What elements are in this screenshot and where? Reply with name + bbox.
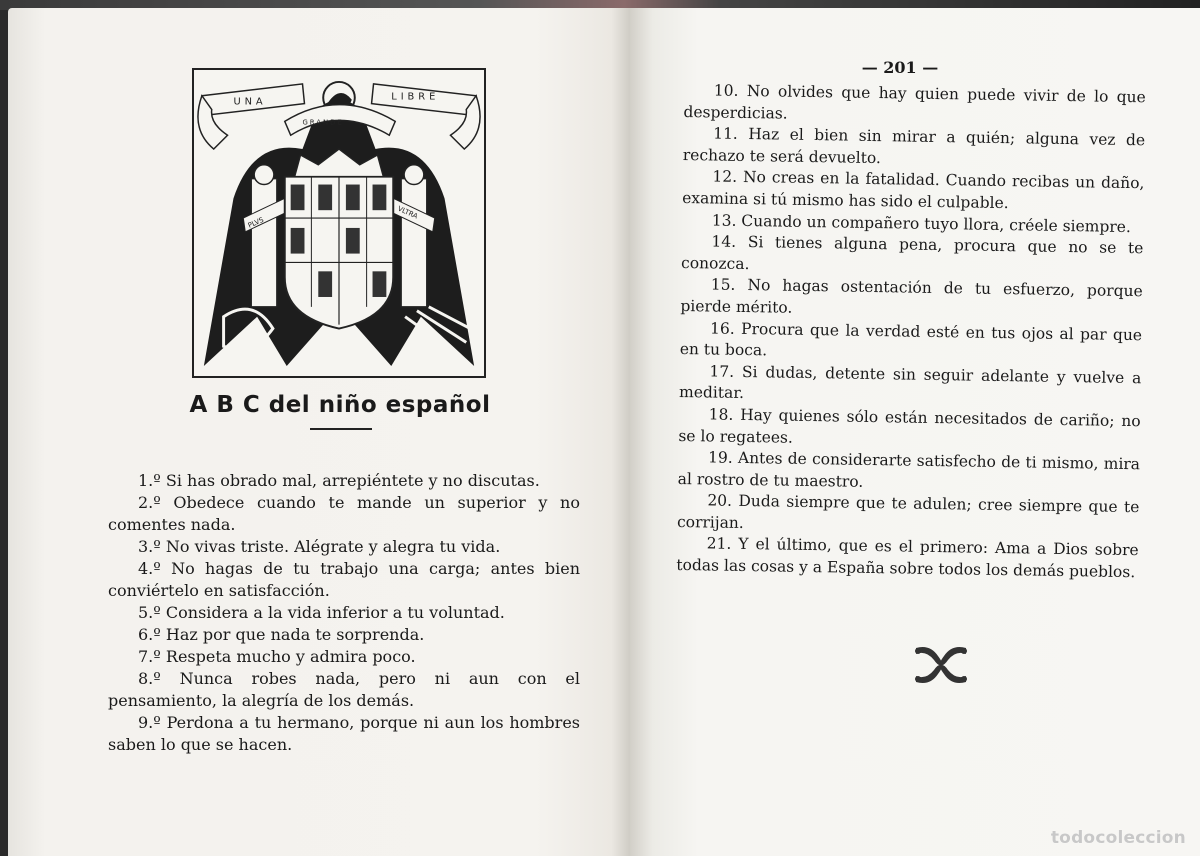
maxim-number: 4.º <box>138 559 161 578</box>
maxim-number: 6.º <box>138 625 161 644</box>
maxim-item <box>108 668 580 712</box>
column-right-text: VLTRA <box>396 204 419 221</box>
maxim-text: No olvides que hay quien puede vivir de lo que desperdicias. <box>683 81 1146 123</box>
maxim-item <box>683 80 1146 130</box>
maxim-item <box>108 536 580 558</box>
maxim-number: 8.º <box>138 669 161 688</box>
title-underline <box>310 428 372 430</box>
maxim-item <box>683 123 1146 173</box>
maxim-item <box>108 712 580 756</box>
maxim-item <box>108 646 580 668</box>
maxim-number: 20. <box>707 491 733 511</box>
maxim-number: 18. <box>708 405 734 424</box>
maxim-number: 13. <box>711 211 737 230</box>
page-number: — 201 — <box>861 58 939 77</box>
maxim-text: Y el último, que es el primero: Ama a Dios sobre todas las cosas y a España sobre todos los demás pueblos. <box>676 535 1139 582</box>
page-title: A B C del niño español <box>189 392 491 418</box>
maxim-number: 2.º <box>138 493 161 512</box>
maxim-number: 14. <box>711 232 737 251</box>
maxim-number: 11. <box>713 124 738 144</box>
eagle-emblem-icon <box>194 70 484 376</box>
maxim-text: Cuando un compañero tuyo llora, créele siempre. <box>741 211 1132 236</box>
maxim-text: Antes de considerarte satisfecho de ti mismo, mira al rostro de tu maestro. <box>677 448 1141 491</box>
maxim-text: Hay quienes sólo están necesitados de cariño; no se lo regatees. <box>678 405 1141 447</box>
maxim-text: Si dudas, detente sin seguir adelante y vuelve a meditar. <box>678 362 1142 403</box>
banner-right-text: LIBRE <box>391 91 440 103</box>
maxim-text: Considera a la vida inferior a tu voluntad. <box>165 603 505 622</box>
column-left-text: PLVS <box>246 215 265 230</box>
maxim-number: 5.º <box>138 603 161 622</box>
maxim-number: 15. <box>710 275 736 295</box>
maxim-item <box>108 624 580 646</box>
maxim-text: Procura que la verdad esté en tus ojos al par que en tu boca. <box>679 319 1143 360</box>
banner-left-text: UNA <box>233 96 267 108</box>
maxim-item <box>108 602 580 624</box>
maxim-number: 10. <box>713 81 739 100</box>
maxim-item <box>677 490 1140 540</box>
maxim-text: No creas en la fatalidad. Cuando recibas un daño, examina si tú mismo has sido el culpable. <box>682 168 1145 213</box>
maxim-text: Haz el bien sin mirar a quién; alguna vez de rechazo te será devuelto. <box>682 125 1146 167</box>
maxim-item <box>678 404 1141 454</box>
maxim-item <box>679 361 1142 411</box>
maxim-item <box>680 274 1143 324</box>
maxim-text: Si has obrado mal, arrepiéntete y no discutas. <box>165 471 540 490</box>
coat-of-arms-emblem <box>192 68 486 378</box>
maxim-item <box>678 447 1141 497</box>
maxim-item <box>108 558 580 602</box>
maxim-number: 19. <box>707 448 733 467</box>
maxim-number: 21. <box>706 534 732 554</box>
maxim-item <box>676 533 1139 583</box>
maxim-item <box>108 470 580 492</box>
watermark-text: todocoleccion <box>1050 828 1186 848</box>
maxims-list-right <box>676 80 1146 584</box>
maxim-text: No hagas de tu trabajo una carga; antes bien conviértelo en satisfacción. <box>108 559 580 600</box>
maxim-number: 3.º <box>138 537 161 556</box>
maxim-text: Perdona a tu hermano, porque ni aun los hombres saben lo que se hacen. <box>108 713 580 754</box>
maxim-number: 12. <box>712 167 738 187</box>
maxim-text: Obedece cuando te mande un superior y no comentes nada. <box>108 493 580 534</box>
maxim-text: No hagas ostentación de tu esfuerzo, porque pierde mérito. <box>680 276 1143 317</box>
maxim-item <box>680 318 1143 368</box>
maxim-text: Respeta mucho y admira poco. <box>165 647 416 666</box>
maxim-item <box>682 166 1145 216</box>
maxim-text: No vivas triste. Alégrate y alegra tu vida. <box>165 537 501 556</box>
maxim-text: Nunca robes nada, pero ni aun con el pensamiento, la alegría de los demás. <box>108 669 580 710</box>
maxim-number: 1.º <box>138 471 161 490</box>
maxim-number: 16. <box>709 318 735 338</box>
banner-mid-text: GRANDE <box>302 118 344 127</box>
maxim-number: 9.º <box>138 713 161 732</box>
maxim-item <box>681 231 1144 281</box>
maxims-list-left <box>108 470 580 756</box>
maxim-text: Haz por que nada te sorprenda. <box>165 625 425 644</box>
maxim-number: 7.º <box>138 647 161 666</box>
maxim-text: Si tienes alguna pena, procura que no se te conozca. <box>680 233 1144 273</box>
maxim-number: 17. <box>709 362 735 381</box>
maxim-item <box>108 492 580 536</box>
ornament-icon <box>910 642 972 688</box>
maxim-text: Duda siempre que te adulen; cree siempre que te corrijan. <box>676 492 1140 532</box>
